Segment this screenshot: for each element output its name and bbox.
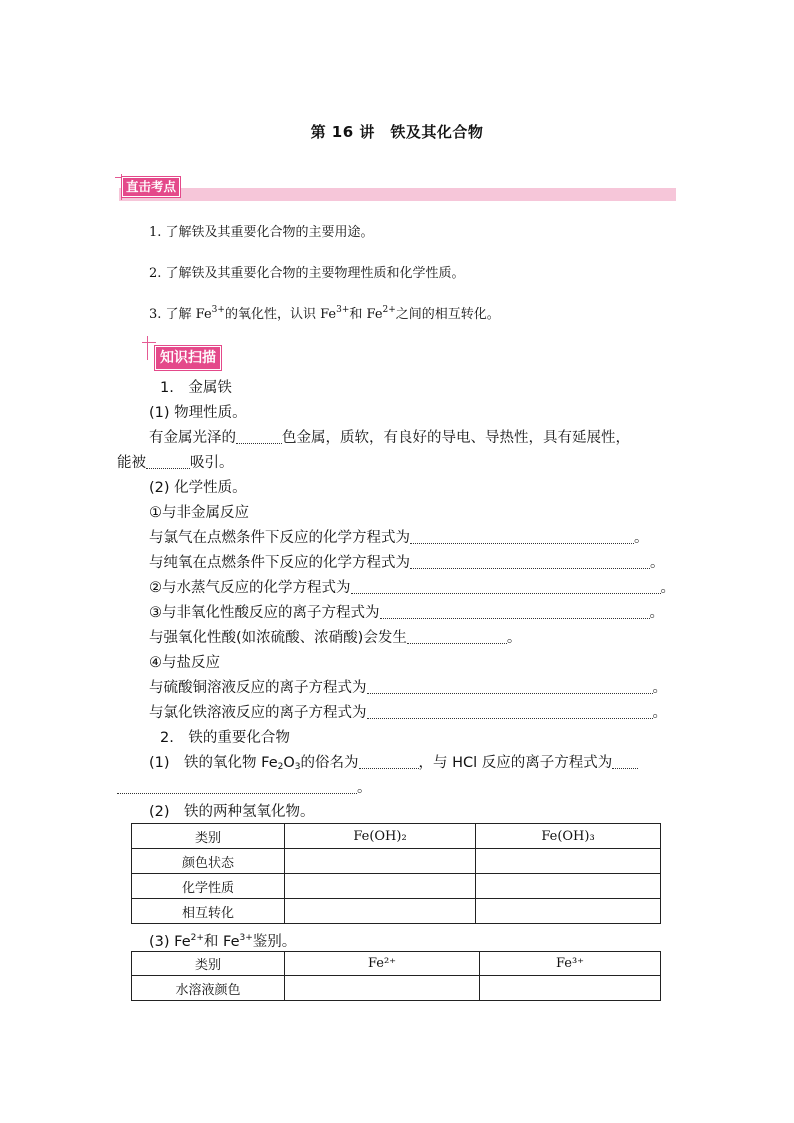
- chem-nonoxidizing-acid: ③与非氧化性酸反应的离子方程式为 。: [149, 605, 664, 621]
- fill-blank[interactable]: [367, 706, 653, 719]
- header-stripe: [119, 188, 676, 201]
- table-header: Fe²⁺: [285, 952, 480, 976]
- section-tag-exam-points: 直击考点: [122, 177, 180, 197]
- objective-1: 1. 了解铁及其重要化合物的主要用途。: [149, 225, 374, 240]
- objective-3: 3. 了解 $Fe^{3+}$的氧化性，认识 $Fe^{3+}$和 $Fe^{2+}$之间的相互转化。: [149, 305, 500, 322]
- chem-oxygen: 与纯氧在点燃条件下反应的化学方程式为 。: [149, 555, 665, 571]
- table-row-label: 水溶液颜色: [132, 976, 285, 1001]
- chem-chlorine: 与氯气在点燃条件下反应的化学方程式为 。: [149, 530, 649, 546]
- table-cell[interactable]: [476, 874, 661, 899]
- chem-nonmetal: ①与非金属反应: [149, 505, 249, 521]
- table-cell[interactable]: [480, 976, 661, 1001]
- table-header: 类别: [132, 952, 285, 976]
- fill-blank[interactable]: [351, 581, 661, 594]
- subheading-chemical: (2) 化学性质。: [149, 480, 247, 496]
- objective-2: 2. 了解铁及其重要化合物的主要物理性质和化学性质。: [149, 266, 465, 281]
- identification-question: (3) $Fe^{2+}$和 $Fe^{3+}$鉴别。: [149, 933, 297, 950]
- table-cell[interactable]: [476, 849, 661, 874]
- chem-copper-sulfate: 与硫酸铜溶液反应的离子方程式为 。: [149, 680, 667, 696]
- chem-steam: ②与水蒸气反应的化学方程式为 。: [149, 580, 675, 596]
- table-cell[interactable]: [476, 899, 661, 924]
- fill-blank[interactable]: [612, 756, 638, 769]
- hydroxide-question: (2) 铁的两种氢氧化物。: [149, 804, 315, 820]
- table-row-label: 颜色状态: [132, 849, 285, 874]
- section-tag-knowledge: 知识扫描: [155, 346, 221, 370]
- fill-blank[interactable]: [410, 556, 650, 569]
- physical-text-1: 有金属光泽的 色金属，质软，有良好的导电、导热性，具有延展性，: [149, 430, 630, 446]
- oxide-question: (1) 铁的氧化物 $Fe_2O_3$的俗名为 ，与 HCl 反应的离子方程式为: [149, 751, 638, 772]
- table-cell[interactable]: [285, 874, 476, 899]
- fill-blank[interactable]: [367, 681, 653, 694]
- ion-table: [131, 951, 661, 1001]
- table-row-label: 化学性质: [132, 874, 285, 899]
- fill-blank[interactable]: [117, 781, 357, 794]
- knowledge-cross-mark-h: [142, 342, 156, 343]
- knowledge-cross-mark: [147, 336, 148, 360]
- heading-metal-iron: 1. 金属铁: [160, 380, 232, 396]
- oxide-question-cont: 。: [117, 776, 372, 797]
- physical-text-2: 能被 吸引。: [117, 455, 234, 471]
- table-header: Fe³⁺: [480, 952, 661, 976]
- table-header: Fe(OH)₃: [476, 824, 661, 849]
- subheading-physical: (1) 物理性质。: [149, 405, 247, 421]
- fill-blank[interactable]: [359, 756, 419, 769]
- table-header: 类别: [132, 824, 285, 849]
- fill-blank[interactable]: [236, 431, 282, 444]
- table-cell[interactable]: [285, 899, 476, 924]
- chem-salt: ④与盐反应: [149, 655, 220, 671]
- page-title: 第 16 讲 铁及其化合物: [310, 123, 484, 141]
- fill-blank[interactable]: [407, 631, 507, 644]
- table-row-label: 相互转化: [132, 899, 285, 924]
- fill-blank[interactable]: [380, 606, 650, 619]
- fill-blank[interactable]: [410, 531, 634, 544]
- fill-blank[interactable]: [146, 456, 190, 469]
- chem-ferric-chloride: 与氯化铁溶液反应的离子方程式为 。: [149, 705, 667, 721]
- chem-oxidizing-acid: 与强氧化性酸(如浓硫酸、浓硝酸)会发生 。: [149, 630, 522, 646]
- heading-iron-compounds: 2. 铁的重要化合物: [160, 730, 290, 746]
- hydroxide-table: [131, 823, 661, 924]
- table-header: Fe(OH)₂: [285, 824, 476, 849]
- table-cell[interactable]: [285, 849, 476, 874]
- table-cell[interactable]: [285, 976, 480, 1001]
- section-header-bar: [119, 174, 676, 202]
